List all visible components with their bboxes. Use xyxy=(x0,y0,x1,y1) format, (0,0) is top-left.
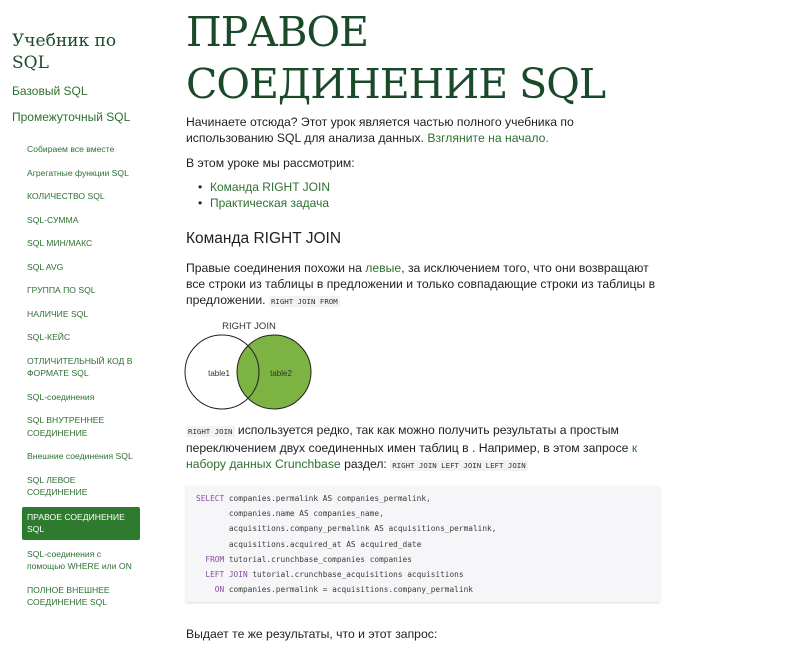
paragraph-right-join-description xyxy=(186,260,664,310)
para2-text-a: используется редко, так как можно получить результаты а простым переключением двух соединенных имен таблиц в . Например, в этом запросе xyxy=(186,423,629,455)
sidebar-link-intermediate-sql[interactable]: Промежуточный SQL xyxy=(12,110,131,124)
code-line xyxy=(196,540,421,549)
sidebar-lesson-item[interactable]: Внешние соединения SQL xyxy=(27,451,133,461)
code-keyword: SELECT xyxy=(196,494,225,503)
toc-link-right-join[interactable]: Команда RIGHT JOIN xyxy=(210,180,331,194)
code-text: tutorial.crunchbase_companies companies xyxy=(224,554,412,564)
sidebar-link-basic-sql[interactable]: Базовый SQL xyxy=(12,84,88,98)
sidebar-lesson-item[interactable]: SQL-КЕЙС xyxy=(27,332,71,342)
code-line xyxy=(196,585,473,594)
toc-link-practice[interactable]: Практическая задача xyxy=(210,195,330,210)
code-line xyxy=(196,555,412,564)
page-title xyxy=(186,6,605,110)
venn-title: RIGHT JOIN xyxy=(222,321,276,332)
code-keyword: LEFT JOIN xyxy=(196,570,248,579)
sidebar-lesson-item[interactable]: Собираем все вместе xyxy=(27,144,115,154)
outro-paragraph: Выдает те же результаты, что и этот запрос: xyxy=(186,627,438,641)
lesson-intro: В этом уроке мы рассмотрим: xyxy=(186,156,355,170)
sidebar-lesson-item[interactable]: Агрегатные функции SQL xyxy=(27,167,129,178)
intro-paragraph xyxy=(186,114,664,146)
right-join-venn-diagram xyxy=(184,318,314,414)
inline-code: RIGHT JOIN xyxy=(188,427,233,436)
code-keyword: FROM xyxy=(196,554,225,564)
intro-text: Начинаете отсюда? Этот урок является частью полного учебника по использованию SQL для анализа данных. xyxy=(186,115,574,145)
code-text: tutorial.crunchbase_acquisitions acquisitions xyxy=(247,570,464,579)
code-line xyxy=(196,524,496,533)
venn-left-label: table1 xyxy=(208,369,230,378)
toc-list xyxy=(210,180,330,211)
sidebar-lesson-item[interactable]: SQL AVG xyxy=(27,261,64,272)
sidebar-lesson-item[interactable]: SQL-соединения с помощью WHERE или ON xyxy=(27,548,132,571)
sidebar-lesson-item[interactable]: КОЛИЧЕСТВО SQL xyxy=(27,191,105,201)
code-text: companies.permalink = acquisitions.company_permalink xyxy=(224,585,473,595)
sidebar-lesson-item[interactable]: SQL ЛЕВОЕ СОЕДИНЕНИЕ xyxy=(27,474,88,497)
sql-code-block[interactable] xyxy=(186,486,660,602)
code-line xyxy=(196,509,384,518)
sidebar-title[interactable] xyxy=(12,30,116,74)
code-keyword: ON xyxy=(196,585,225,595)
sidebar-lesson-item[interactable]: SQL-СУММА xyxy=(27,214,79,225)
code-text: companies.permalink AS companies_permalink, xyxy=(224,494,431,503)
intro-start-link[interactable]: Взгляните на начало. xyxy=(427,131,549,145)
sidebar-lesson-item[interactable]: НАЛИЧИЕ SQL xyxy=(27,308,89,319)
inline-code: RIGHT JOIN LEFT JOIN LEFT JOIN xyxy=(392,461,526,470)
sidebar-lesson-list xyxy=(22,140,140,617)
code-text: companies.name AS companies_name, xyxy=(196,509,384,519)
sidebar-lesson-item[interactable]: SQL МИН/МАКС xyxy=(27,238,93,248)
code-text: acquisitions.company_permalink AS acquisitions_permalink, xyxy=(196,524,497,534)
crunchbase-dataset-link[interactable]: к набору данных Crunchbase xyxy=(186,441,638,471)
sidebar xyxy=(0,0,150,645)
toc-item xyxy=(210,196,330,212)
code-line xyxy=(196,494,431,503)
page-title-line1: ПРАВОЕ xyxy=(186,8,369,56)
paragraph-right-join-usage xyxy=(186,422,664,474)
code-text: acquisitions.acquired_at AS acquired_date xyxy=(196,539,422,549)
code-line xyxy=(196,570,464,579)
para1-text-a: Правые соединения похожи на xyxy=(186,261,362,275)
toc-item xyxy=(210,180,330,196)
sidebar-title-line1: Учебник по xyxy=(12,31,117,51)
sidebar-lesson-item[interactable]: SQL ВНУТРЕННЕЕ СОЕДИНЕНИЕ xyxy=(27,415,105,438)
sidebar-lesson-item[interactable]: ГРУППА ПО SQL xyxy=(27,285,96,295)
sidebar-lesson-item[interactable]: SQL-соединения xyxy=(27,391,95,402)
para1-text-b: , за исключением того, что они возвращают все строки из таблицы в предложении и только совпадающие строки из таблицы в предложении. xyxy=(186,261,656,307)
sidebar-title-line2: SQL xyxy=(12,53,49,73)
left-join-link[interactable]: левые xyxy=(365,261,402,275)
inline-code: RIGHT JOIN FROM xyxy=(270,297,338,306)
page-title-line2: СОЕДИНЕНИЕ SQL xyxy=(186,60,606,108)
sidebar-lesson-item[interactable]: ПОЛНОЕ ВНЕШНЕЕ СОЕДИНЕНИЕ SQL xyxy=(27,584,110,607)
section-heading: Команда RIGHT JOIN xyxy=(186,230,342,247)
para2-text-b: раздел: xyxy=(344,457,387,471)
sidebar-lesson-item[interactable]: ОТЛИЧИТЕЛЬНЫЙ КОД В ФОРМАТЕ SQL xyxy=(27,355,133,378)
sidebar-lesson-item[interactable]: ПРАВОЕ СОЕДИНЕНИЕ SQL xyxy=(22,507,140,540)
venn-right-label: table2 xyxy=(270,369,292,378)
